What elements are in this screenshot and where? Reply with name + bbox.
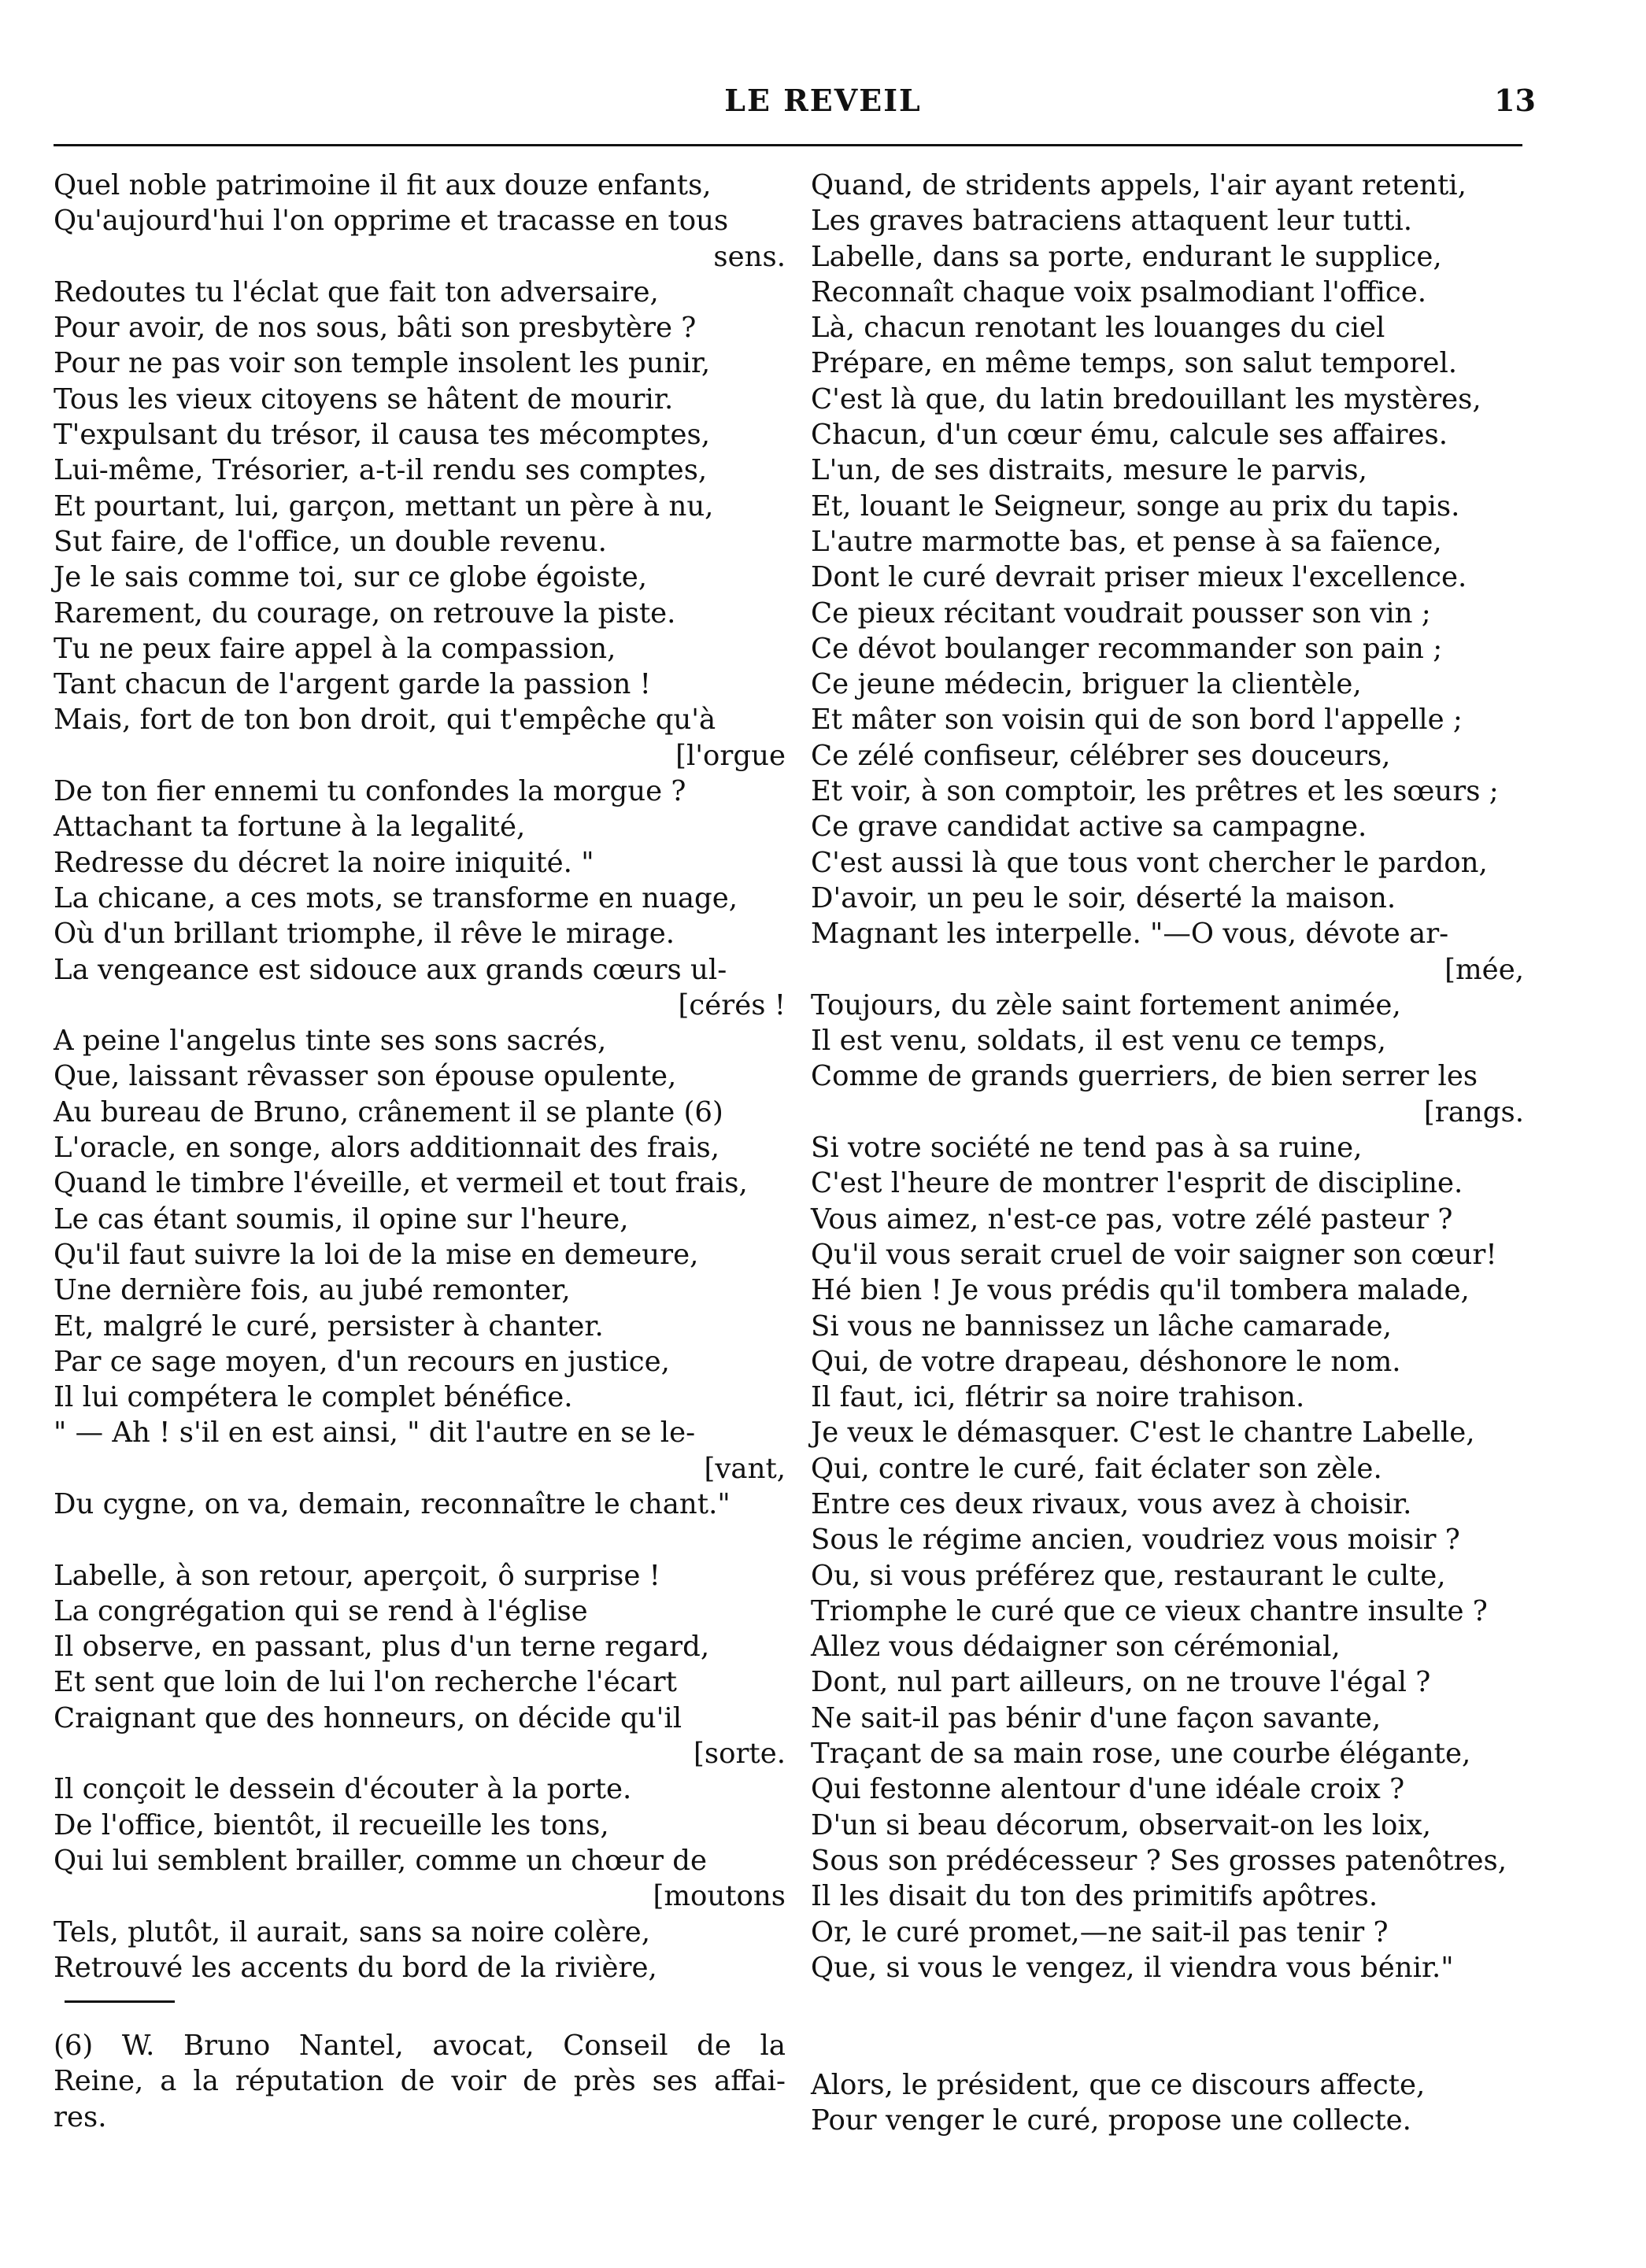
- text-line: res.: [54, 2100, 107, 2133]
- text-line: Allez vous dédaigner son cérémonial,: [811, 1631, 1341, 1664]
- text-line: A peine l'angelus tinte ses sons sacrés,: [54, 1025, 607, 1058]
- text-line: Pour avoir, de nos sous, bâti son presbytère ?: [54, 312, 697, 345]
- text-line: (6) W. Bruno Nantel, avocat, Conseil de la: [54, 2030, 786, 2062]
- text-line: Comme de grands guerriers, de bien serrer les: [811, 1060, 1478, 1093]
- text-line: Qu'il faut suivre la loi de la mise en demeure,: [54, 1238, 699, 1271]
- text-line: Ce jeune médecin, briguer la clientèle,: [811, 668, 1362, 701]
- text-line: Ce dévot boulanger recommander son pain ;: [811, 632, 1443, 665]
- text-line: Si votre société ne tend pas à sa ruine,: [811, 1132, 1363, 1165]
- text-line: Tels, plutôt, il aurait, sans sa noire colère,: [54, 1915, 650, 1948]
- text-line: Qu'aujourd'hui l'on opprime et tracasse en tous: [54, 205, 729, 238]
- text-line: Sous son prédécesseur ? Ses grosses patenôtres,: [811, 1844, 1507, 1877]
- closing-stanza: [811, 2067, 1524, 2139]
- text-line: Chacun, d'un cœur ému, calcule ses affaires.: [811, 419, 1448, 452]
- text-line: Tous les vieux citoyens se hâtent de mourir.: [54, 382, 674, 416]
- text-line: Redresse du décret la noire iniquité. ": [54, 846, 594, 879]
- text-line: Au bureau de Bruno, crânement il se plante (6): [54, 1095, 723, 1128]
- text-line: Or, le curé promet,—ne sait-il pas tenir ?: [811, 1915, 1389, 1948]
- text-line: Qui festonne alentour d'une idéale croix ?: [811, 1773, 1405, 1806]
- text-line: Redoutes tu l'éclat que fait ton adversaire,: [54, 275, 659, 308]
- text-line: Tu ne peux faire appel à la compassion,: [54, 632, 616, 665]
- text-line: Sous le régime ancien, voudriez vous moisir ?: [811, 1524, 1460, 1557]
- text-line: Lui-même, Trésorier, a-t-il rendu ses comptes,: [54, 454, 708, 487]
- text-line: Il observe, en passant, plus d'un terne regard,: [54, 1631, 710, 1664]
- text-line: Les graves batraciens attaquent leur tutti.: [811, 205, 1413, 238]
- text-line: Il conçoit le dessein d'écouter à la porte.: [54, 1773, 632, 1806]
- text-line: Magnant les interpelle. "—O vous, dévote ar-: [811, 918, 1449, 951]
- text-line: Traçant de sa main rose, une courbe élégante,: [811, 1738, 1471, 1771]
- text-line: Ou, si vous préférez que, restaurant le culte,: [811, 1559, 1446, 1592]
- text-line: Pour ne pas voir son temple insolent les punir,: [54, 347, 711, 380]
- text-line: De ton fier ennemi tu confondes la morgue ?: [54, 775, 686, 808]
- text-line: Quel noble patrimoine il fit aux douze enfants,: [54, 169, 712, 201]
- text-line: " — Ah ! s'il en est ainsi, " dit l'autre en se le-: [54, 1417, 696, 1450]
- text-line: Une dernière fois, au jubé remonter,: [54, 1274, 571, 1307]
- text-line: Sut faire, de l'office, un double revenu.: [54, 525, 607, 558]
- text-line: Il est venu, soldats, il est venu ce temps,: [811, 1025, 1386, 1058]
- text-line: Là, chacun renotant les louanges du ciel: [811, 312, 1385, 345]
- text-line: T'expulsant du trésor, il causa tes mécomptes,: [54, 419, 710, 452]
- text-line: C'est là que, du latin bredouillant les mystères,: [811, 382, 1481, 416]
- poem-column-left: [54, 168, 786, 1985]
- text-line: [cérés !: [678, 988, 786, 1021]
- text-line: Qu'il vous serait cruel de voir saigner son cœur!: [811, 1238, 1497, 1271]
- text-line: Et mâter son voisin qui de son bord l'appelle ;: [811, 704, 1463, 737]
- text-line: La chicane, a ces mots, se transforme en nuage,: [54, 881, 738, 914]
- text-line: Qui, contre le curé, fait éclater son zèle.: [811, 1452, 1382, 1485]
- text-line: Labelle, dans sa porte, endurant le supplice,: [811, 240, 1442, 273]
- text-line: [l'orgue: [675, 739, 786, 772]
- page-title: LE REVEIL: [724, 83, 922, 118]
- text-line: L'oracle, en songe, alors additionnait des frais,: [54, 1132, 720, 1165]
- text-line: Reconnaît chaque voix psalmodiant l'office.: [811, 275, 1427, 308]
- text-line: Que, si vous le vengez, il viendra vous bénir.": [811, 1951, 1454, 1984]
- text-line: Quand le timbre l'éveille, et vermeil et tout frais,: [54, 1167, 748, 1200]
- text-line: Que, laissant rêvasser son épouse opulente,: [54, 1060, 677, 1093]
- text-line: Toujours, du zèle saint fortement animée,: [811, 988, 1401, 1021]
- text-line: C'est l'heure de montrer l'esprit de discipline.: [811, 1167, 1463, 1200]
- text-line: Retrouvé les accents du bord de la rivière,: [54, 1951, 657, 1984]
- text-line: D'avoir, un peu le soir, déserté la maison.: [811, 881, 1396, 914]
- text-line: Et voir, à son comptoir, les prêtres et les sœurs ;: [811, 775, 1499, 808]
- text-line: Ce pieux récitant voudrait pousser son vin ;: [811, 597, 1431, 630]
- footnote-rule: [65, 2000, 175, 2003]
- text-line: D'un si beau décorum, observait-on les loix,: [811, 1808, 1432, 1841]
- text-line: La vengeance est sidouce aux grands cœurs ul-: [54, 953, 727, 986]
- text-line: Je veux le démasquer. C'est le chantre Labelle,: [811, 1417, 1475, 1450]
- text-line: Du cygne, on va, demain, reconnaître le chant.": [54, 1487, 731, 1520]
- text-line: [moutons: [653, 1880, 786, 1913]
- text-line: Triomphe le curé que ce vieux chantre insulte ?: [811, 1594, 1488, 1627]
- text-line: Et, louant le Seigneur, songe au prix du tapis.: [811, 489, 1460, 523]
- text-line: Où d'un brillant triomphe, il rêve le mirage.: [54, 918, 675, 951]
- text-line: Le cas étant soumis, il opine sur l'heure,: [54, 1202, 629, 1236]
- text-line: Dont le curé devrait priser mieux l'excellence.: [811, 561, 1467, 594]
- text-line: Rarement, du courage, on retrouve la piste.: [54, 597, 676, 630]
- text-line: La congrégation qui se rend à l'église: [54, 1594, 588, 1627]
- text-line: Dont, nul part ailleurs, on ne trouve l'égal ?: [811, 1666, 1431, 1699]
- text-line: L'autre marmotte bas, et pense à sa faïence,: [811, 525, 1442, 558]
- text-line: Ce zélé confiseur, célébrer ses douceurs,: [811, 739, 1391, 772]
- text-line: Tant chacun de l'argent garde la passion !: [54, 668, 651, 701]
- text-line: Et, malgré le curé, persister à chanter.: [54, 1309, 604, 1343]
- text-line: Prépare, en même temps, son salut temporel.: [811, 347, 1458, 380]
- header-rule: [54, 144, 1522, 146]
- text-line: [54, 1522, 786, 1557]
- text-line: Entre ces deux rivaux, vous avez à choisir.: [811, 1487, 1412, 1520]
- text-line: Et sent que loin de lui l'on recherche l'écart: [54, 1666, 677, 1699]
- text-line: Craignant que des honneurs, on décide qu'il: [54, 1701, 682, 1734]
- text-line: C'est aussi là que tous vont chercher le pardon,: [811, 846, 1488, 879]
- text-line: Reine, a la réputation de voir de près ses affai-: [54, 2065, 786, 2098]
- text-line: [vant,: [704, 1452, 786, 1485]
- text-line: Labelle, à son retour, aperçoit, ô surprise !: [54, 1559, 660, 1592]
- text-line: Qui lui semblent brailler, comme un chœur de: [54, 1844, 708, 1877]
- text-line: Attachant ta fortune à la legalité,: [54, 811, 526, 844]
- text-line: Vous aimez, n'est-ce pas, votre zélé pasteur ?: [811, 1202, 1453, 1236]
- text-line: [sorte.: [694, 1738, 786, 1771]
- page-number: 13: [1494, 83, 1536, 118]
- text-line: Par ce sage moyen, d'un recours en justice,: [54, 1345, 670, 1378]
- text-line: De l'office, bientôt, il recueille les tons,: [54, 1808, 609, 1841]
- text-line: Quand, de stridents appels, l'air ayant retenti,: [811, 169, 1467, 201]
- text-line: Il lui compétera le complet bénéfice.: [54, 1381, 573, 1414]
- text-line: Qui, de votre drapeau, déshonore le nom.: [811, 1345, 1401, 1378]
- text-line: Il les disait du ton des primitifs apôtres.: [811, 1880, 1378, 1913]
- footnote: [54, 2028, 786, 2135]
- text-line: Mais, fort de ton bon droit, qui t'empêche qu'à: [54, 704, 716, 737]
- text-line: Alors, le président, que ce discours affecte,: [811, 2069, 1426, 2101]
- text-line: Je le sais comme toi, sur ce globe égoiste,: [54, 561, 648, 594]
- text-line: sens.: [713, 240, 786, 273]
- text-line: Ne sait-il pas bénir d'une façon savante,: [811, 1701, 1382, 1734]
- text-line: L'un, de ses distraits, mesure le parvis,: [811, 454, 1367, 487]
- running-header: [0, 83, 1646, 122]
- text-line: Pour venger le curé, propose une collecte.: [811, 2104, 1411, 2137]
- poem-column-right: [811, 168, 1524, 1985]
- text-line: [rangs.: [1423, 1095, 1524, 1128]
- text-line: Il faut, ici, flétrir sa noire trahison.: [811, 1381, 1305, 1414]
- text-line: Ce grave candidat active sa campagne.: [811, 811, 1367, 844]
- text-line: Et pourtant, lui, garçon, mettant un père à nu,: [54, 489, 714, 523]
- text-line: [mée,: [1444, 953, 1524, 986]
- text-line: Si vous ne bannissez un lâche camarade,: [811, 1309, 1392, 1343]
- text-line: Hé bien ! Je vous prédis qu'il tombera malade,: [811, 1274, 1470, 1307]
